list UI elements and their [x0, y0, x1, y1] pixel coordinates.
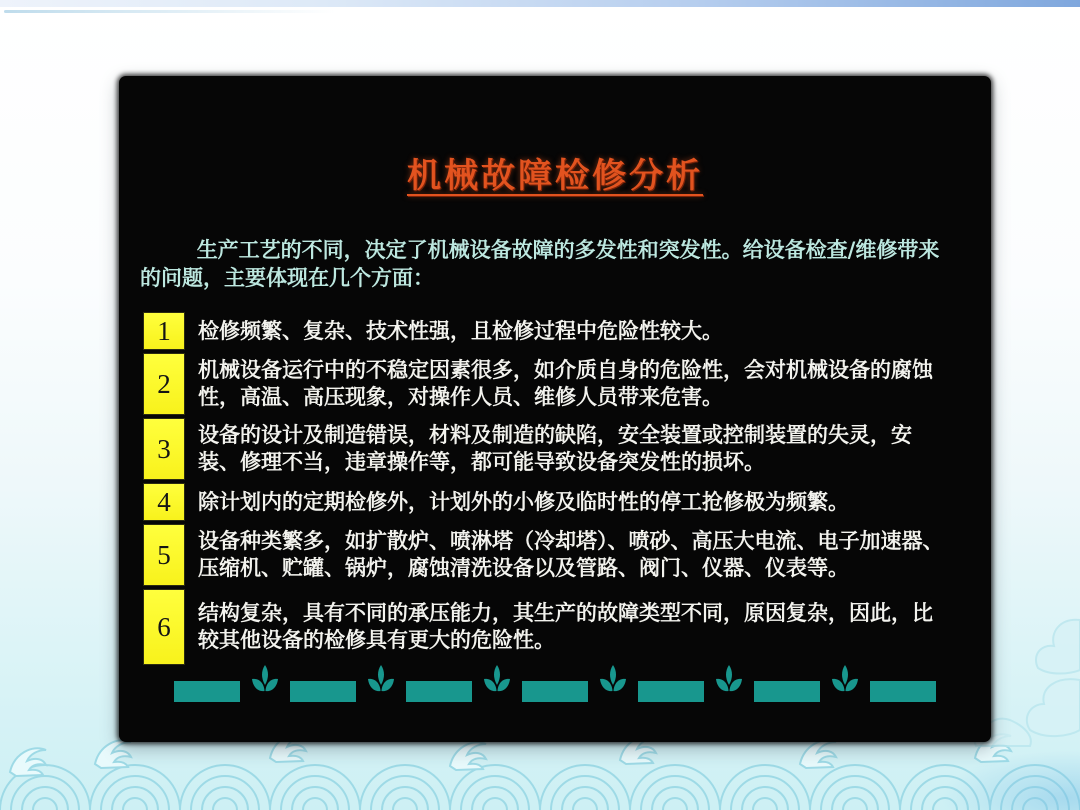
- teal-bar: [406, 681, 472, 702]
- teal-bar: [522, 681, 588, 702]
- sprout-icon: [250, 664, 280, 704]
- teal-bar: [638, 681, 704, 702]
- teal-bar: [174, 681, 240, 702]
- list-item: [143, 418, 967, 480]
- sprout-icon: [482, 664, 512, 704]
- item-text: 设备种类繁多，如扩散炉、喷淋塔（冷却塔）、喷砂、高压大电流、电子加速器、压缩机、贮罐、锅炉，腐蚀清洗设备以及管路、阀门、仪器、仪表等。: [198, 529, 944, 580]
- list-item: [143, 353, 967, 415]
- item-number-badge: 1: [143, 312, 185, 350]
- sprout-icon: [598, 664, 628, 704]
- item-number-badge: 3: [143, 418, 185, 480]
- list-item: [143, 483, 967, 521]
- bottom-decor-band: [119, 679, 991, 704]
- item-text: 结构复杂，具有不同的承压能力，其生产的故障类型不同，原因复杂，因此，比较其他设备的检修具有更大的危险性。: [198, 601, 933, 652]
- item-number-badge: 5: [143, 524, 185, 586]
- item-text: 检修频繁、复杂、技术性强，且检修过程中危险性较大。: [198, 318, 723, 343]
- list-item: [143, 524, 967, 586]
- teal-bar: [870, 681, 936, 702]
- item-number-badge: 6: [143, 589, 185, 665]
- item-number-badge: 2: [143, 353, 185, 415]
- sprout-icon: [830, 664, 860, 704]
- fault-list: [143, 312, 967, 665]
- intro-paragraph: 生产工艺的不同，决定了机械设备故障的多发性和突发性。给设备检查/维修带来的问题，主要体现在几个方面：: [140, 238, 940, 290]
- item-text: 机械设备运行中的不稳定因素很多，如介质自身的危险性，会对机械设备的腐蚀性，高温、高压现象，对操作人员、维修人员带来危害。: [198, 358, 933, 409]
- teal-bar: [754, 681, 820, 702]
- slide-title: 机械故障检修分析: [407, 156, 703, 196]
- list-item: [143, 589, 967, 665]
- item-text: 除计划内的定期检修外，计划外的小修及临时性的停工抢修极为频繁。: [198, 489, 849, 514]
- sprout-icon: [714, 664, 744, 704]
- item-number-badge: 4: [143, 483, 185, 521]
- corner-blue-tint: [940, 750, 1080, 810]
- list-item: [143, 312, 967, 350]
- sprout-icon: [366, 664, 396, 704]
- top-accent-line: [4, 10, 334, 13]
- wave-pattern: [0, 730, 1080, 810]
- item-text: 设备的设计及制造错误，材料及制造的缺陷，安全装置或控制装置的失灵，安装、修理不当，违章操作等，都可能导致设备突发性的损坏。: [198, 423, 912, 474]
- top-gradient-strip: [0, 0, 1080, 7]
- slide: [119, 76, 991, 742]
- teal-bar: [290, 681, 356, 702]
